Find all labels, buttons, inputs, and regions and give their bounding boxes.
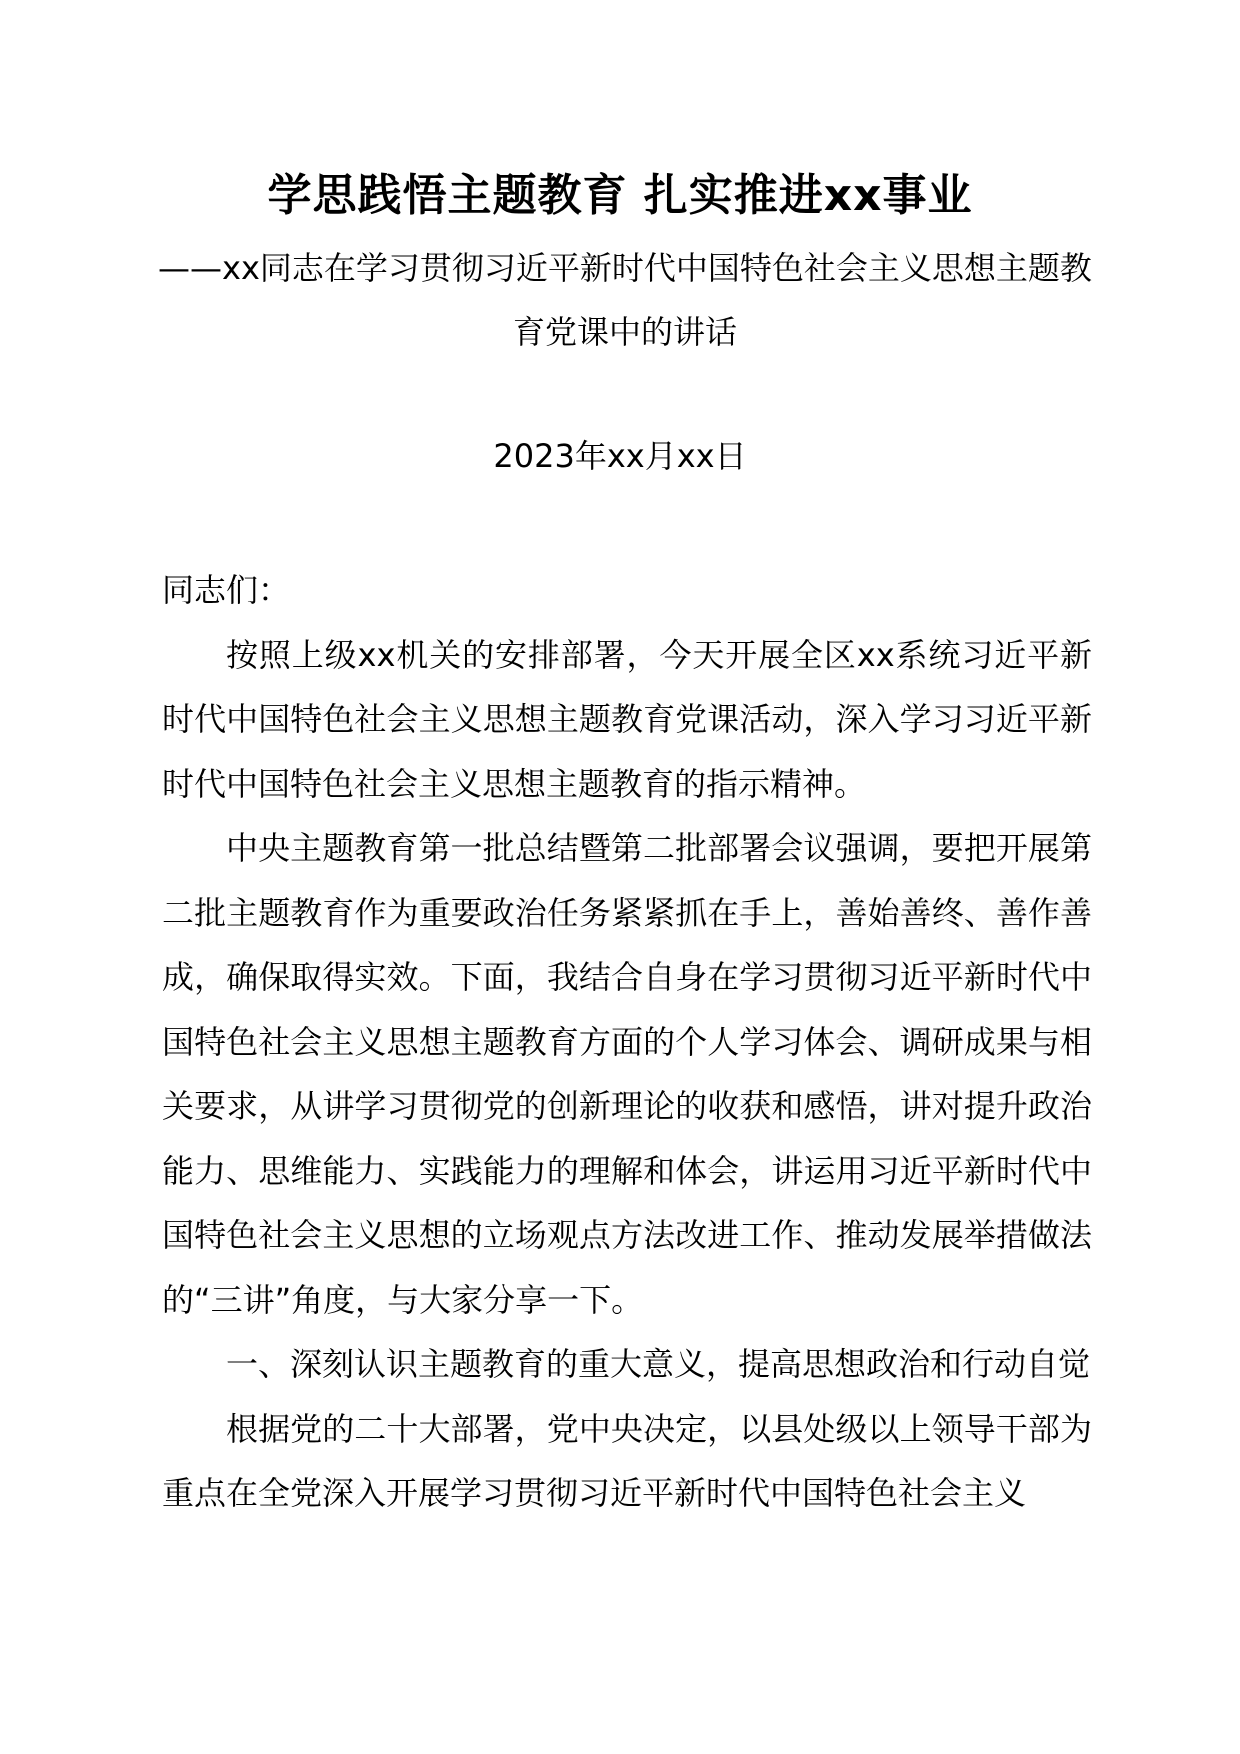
section-paragraph: 根据党的二十大部署，党中央决定，以县处级以上领导干部为重点在全党深入开展学习贯彻习近平新时代中国特色社会主义 — [162, 1409, 1092, 1512]
document-title: 学思践悟主题教育 扎实推进xx事业 — [267, 170, 973, 221]
paragraph-1: 按照上级xx机关的安排部署，今天开展全区xx系统习近平新时代中国特色社会主义思想主题教育党课活动，深入学习习近平新时代中国特色社会主义思想主题教育的指示精神。 — [162, 635, 1092, 803]
section-heading: 一、深刻认识主题教育的重大意义，提高思想政治和行动自觉 — [226, 1345, 1091, 1383]
salutation: 同志们： — [162, 571, 291, 609]
document-subtitle: ——xx同志在学习贯彻习近平新时代中国特色社会主义思想主题教育党课中的讲话 — [158, 249, 1092, 351]
paragraph-2: 中央主题教育第一批总结暨第二批部署会议强调，要把开展第二批主题教育作为重要政治任务紧紧抓在手上，善始善终、善作善成，确保取得实效。下面，我结合自身在学习贯彻习近平新时代中国特色社会主义思想主题教育方面的个人学习体会、调研成果与相关要求，从讲学习贯彻党的创新理论的收获和感悟，讲对提升政治能力、思维能力、实践能力的理解和体会，讲运用习近平新时代中国特色社会主义思想的立场观点方法改进工作、推动发展举措做法的“三讲”角度，与大家分享一下。 — [162, 829, 1092, 1319]
document-body — [162, 558, 1092, 1526]
document-date: 2023年xx月xx日 — [493, 437, 747, 475]
